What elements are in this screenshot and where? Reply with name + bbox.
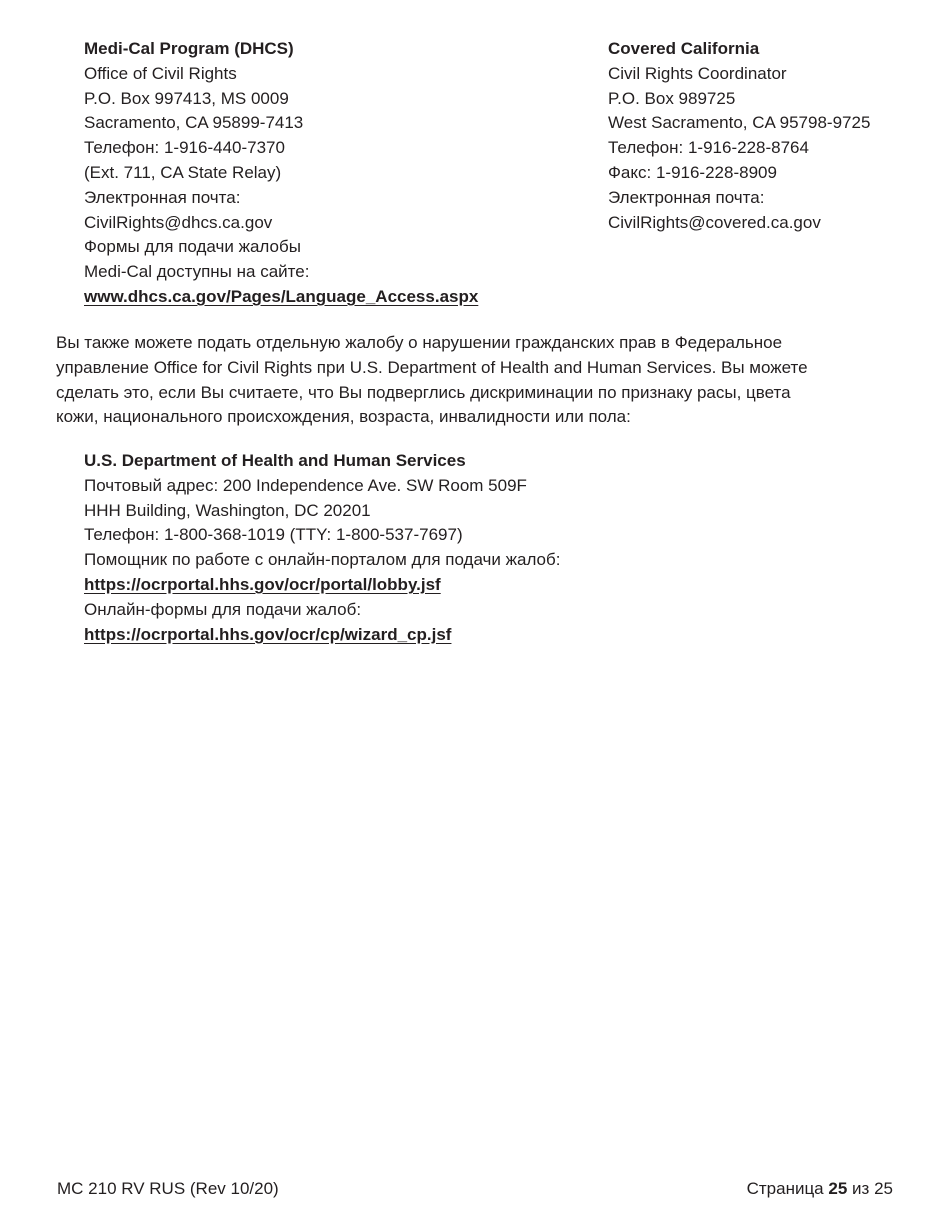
page-prefix: Страница — [746, 1179, 824, 1198]
page-separator: из — [852, 1179, 870, 1198]
covered-california-city: West Sacramento, CA 95798-9725 — [608, 113, 871, 133]
medi-cal-language-access-link[interactable]: www.dhcs.ca.gov/Pages/Language_Access.aspx — [84, 286, 479, 306]
medi-cal-relay: (Ext. 711, CA State Relay) — [84, 162, 282, 182]
medi-cal-forms-label-2: Medi-Cal доступны на сайте: — [84, 262, 310, 282]
hhs-building: HHH Building, Washington, DC 20201 — [84, 500, 371, 520]
covered-california-email: CivilRights@covered.ca.gov — [608, 212, 821, 232]
medi-cal-email: CivilRights@dhcs.ca.gov — [84, 212, 273, 232]
medi-cal-po-box: P.O. Box 997413, MS 0009 — [84, 88, 289, 108]
footer-page-number — [747, 1178, 893, 1200]
medi-cal-contact-block — [84, 37, 544, 310]
hhs-title: U.S. Department of Health and Human Services — [84, 451, 466, 470]
covered-california-po-box: P.O. Box 989725 — [608, 88, 736, 108]
hhs-contact-block — [84, 449, 784, 647]
hhs-portal-link[interactable]: https://ocrportal.hhs.gov/ocr/portal/lobby.jsf — [84, 574, 441, 594]
paragraph-line: Вы также можете подать отдельную жалобу о нарушении гражданских прав в Федеральное — [56, 333, 783, 352]
hhs-address: Почтовый адрес: 200 Independence Ave. SW Room 509F — [84, 475, 527, 495]
paragraph-line: управление Office for Civil Rights при U.S. Department of Health and Human Services. Вы можете — [56, 357, 808, 377]
paragraph-line: сделать это, если Вы считаете, что Вы подверглись дискриминации по признаку расы, цвета — [56, 382, 791, 402]
medi-cal-phone: Телефон: 1-916-440-7370 — [84, 138, 285, 158]
covered-california-fax: Факс: 1-916-228-8909 — [608, 162, 777, 182]
hhs-forms-link[interactable]: https://ocrportal.hhs.gov/ocr/cp/wizard_cp.jsf — [84, 624, 452, 644]
covered-california-coordinator: Civil Rights Coordinator — [608, 63, 787, 83]
hhs-portal-label: Помощник по работе с онлайн-порталом для подачи жалоб: — [84, 550, 561, 570]
covered-california-contact-block — [608, 37, 928, 235]
page-current: 25 — [828, 1179, 848, 1198]
footer-form-code: MC 210 RV RUS (Rev 10/20) — [57, 1179, 279, 1198]
medi-cal-title: Medi-Cal Program (DHCS) — [84, 39, 294, 58]
hhs-forms-label: Онлайн-формы для подачи жалоб: — [84, 599, 362, 619]
medi-cal-email-label: Электронная почта: — [84, 187, 241, 207]
medi-cal-city: Sacramento, CA 95899-7413 — [84, 113, 304, 133]
covered-california-phone: Телефон: 1-916-228-8764 — [608, 138, 809, 158]
medi-cal-forms-label-1: Формы для подачи жалобы — [84, 237, 301, 257]
federal-complaint-paragraph — [56, 331, 906, 430]
page-total: 25 — [874, 1179, 893, 1198]
paragraph-line: кожи, национального происхождения, возраста, инвалидности или пола: — [56, 407, 631, 427]
medi-cal-office: Office of Civil Rights — [84, 63, 237, 83]
hhs-phone: Телефон: 1-800-368-1019 (TTY: 1-800-537-7697) — [84, 525, 463, 545]
covered-california-email-label: Электронная почта: — [608, 187, 765, 207]
covered-california-title: Covered California — [608, 39, 760, 58]
